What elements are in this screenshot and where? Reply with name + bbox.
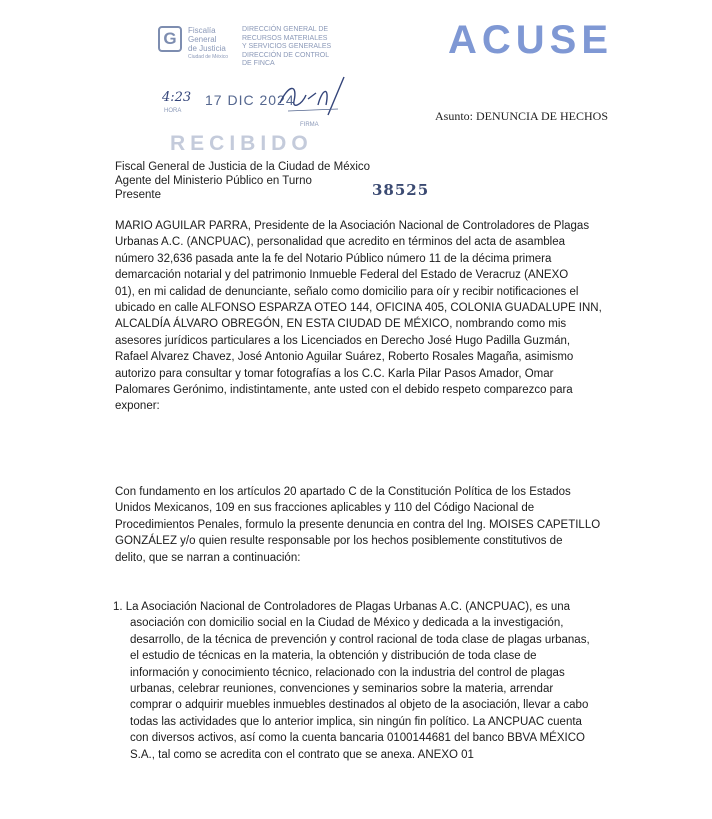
text-line: desarrollo, de la técnica de prevención y control racional de toda clase de plagas urbanas, (130, 633, 590, 646)
numbered-item-1 (113, 599, 608, 763)
text-line: Palomares Gerónimo, indistintamente, ante usted con el debido respeto comparezco para (115, 383, 573, 396)
text-line: comprar o adquirir muebles inmuebles destinados al objeto de la asociación, llevar a cabo (130, 699, 589, 712)
stamp-received-text: RECIBIDO (170, 132, 313, 155)
text-line: autorizo para consultar y tomar fotografías a los C.C. Karla Pilar Pasos Amador, Omar (115, 367, 554, 380)
stamp-date: 17 DIC 2024 (205, 92, 295, 108)
text-line: ubicado en calle ALFONSO ESPARZA OTEO 144, OFICINA 405, COLONIA GUADALUPE INN, (115, 301, 602, 314)
fgj-logo-icon: G (158, 26, 182, 52)
text-line: exponer: (115, 400, 160, 413)
recipient-line: Presente (115, 189, 162, 201)
text-line: Urbanas A.C. (ANCPUAC), personalidad que acredito en términos del acta de asamblea (115, 236, 566, 249)
text-line: 01), en mi calidad de denunciante, señalo como domicilio para oír y recibir notificaciones el (115, 285, 579, 298)
text-line: MARIO AGUILAR PARRA, Presidente de la Asociación Nacional de Controladores de Plagas (115, 220, 590, 232)
text-line: delito, que se narran a continuación: (115, 551, 301, 564)
text-line: GONZÁLEZ y/o quien resulte responsable por los hechos posiblemente constitutivos de (115, 535, 563, 548)
text-line: todas las actividades que lo anterior implica, sin ningún fin político. La ANCPUAC cuenta (130, 715, 582, 728)
text-line: asesores jurídicos particulares a los Licenciados en Derecho José Hugo Padilla Guzmán, (115, 334, 571, 347)
text-line: ALCALDÍA ÁLVARO OBREGÓN, EN ESTA CIUDAD DE MÉXICO, nombrando como mis (115, 318, 567, 331)
folio-number: 38525 (372, 181, 430, 199)
text-line: S.A., tal como se acredita con el contrato que se anexa. ANEXO 01 (130, 748, 474, 761)
text-line: Rafael Alvarez Chavez, José Antonio Aguilar Suárez, Roberto Rosales Magaña, asimismo (115, 351, 574, 364)
paragraph-legal-basis (115, 484, 603, 566)
text-line: Unidos Mexicanos, 109 en sus fracciones aplicables y 110 del Código Nacional de (115, 502, 535, 515)
text-line: Procedimientos Penales, formulo la presente denuncia en contra del Ing. MOISES CAPETILLO (115, 518, 601, 531)
text-line: el estudio de técnicas en la materia, la obtención y distribución de toda clase de (130, 650, 537, 663)
text-line: número 32,636 pasada ante la fe del Notario Público número 11 de la décima primera (115, 252, 552, 265)
stamp-hora-label: HORA (164, 108, 182, 114)
text-line: con diversos activos, así como la cuenta bancaria 0100144681 del banco BBVA MÉXICO (130, 732, 585, 745)
stamp-time: 4:23 (162, 90, 192, 105)
stamp-org-name: Fiscalía General de Justicia Ciudad de México (188, 26, 229, 60)
signature-icon (278, 75, 348, 125)
recipient-line: Fiscal General de Justicia de la Ciudad de México (115, 161, 371, 173)
stamp-firma-label: FIRMA (300, 122, 319, 128)
text-line: información y conocimiento técnico, relacionado con la industria del control de plagas (130, 666, 565, 679)
text-line: Con fundamento en los artículos 20 apartado C de la Constitución Política de los Estados (115, 486, 571, 498)
text-line: 1. La Asociación Nacional de Controladores de Plagas Urbanas A.C. (ANCPUAC), es una (113, 601, 571, 613)
acuse-stamp: ACUSE (448, 18, 614, 62)
recipient-block (115, 160, 370, 202)
text-line: urbanas, celebrar reuniones, convenciones y seminarios sobre la materia, arrendar (130, 682, 554, 695)
received-stamp (150, 20, 345, 160)
text-line: demarcación notarial y del patrimonio Inmueble Federal del Estado de Veracruz (ANEXO (115, 269, 569, 282)
text-line: asociación con domicilio social en la Ciudad de México y dedicada a la investigación, (130, 617, 564, 630)
recipient-line: Agente del Ministerio Público en Turno (115, 175, 312, 187)
stamp-department: DIRECCIÓN GENERAL DE RECURSOS MATERIALES Y SERVICIOS GENERALES DIRECCIÓN DE CONTROL DE FINCA (242, 26, 332, 67)
paragraph-introduction (115, 218, 603, 415)
subject-line: Asunto: DENUNCIA DE HECHOS (435, 109, 609, 123)
